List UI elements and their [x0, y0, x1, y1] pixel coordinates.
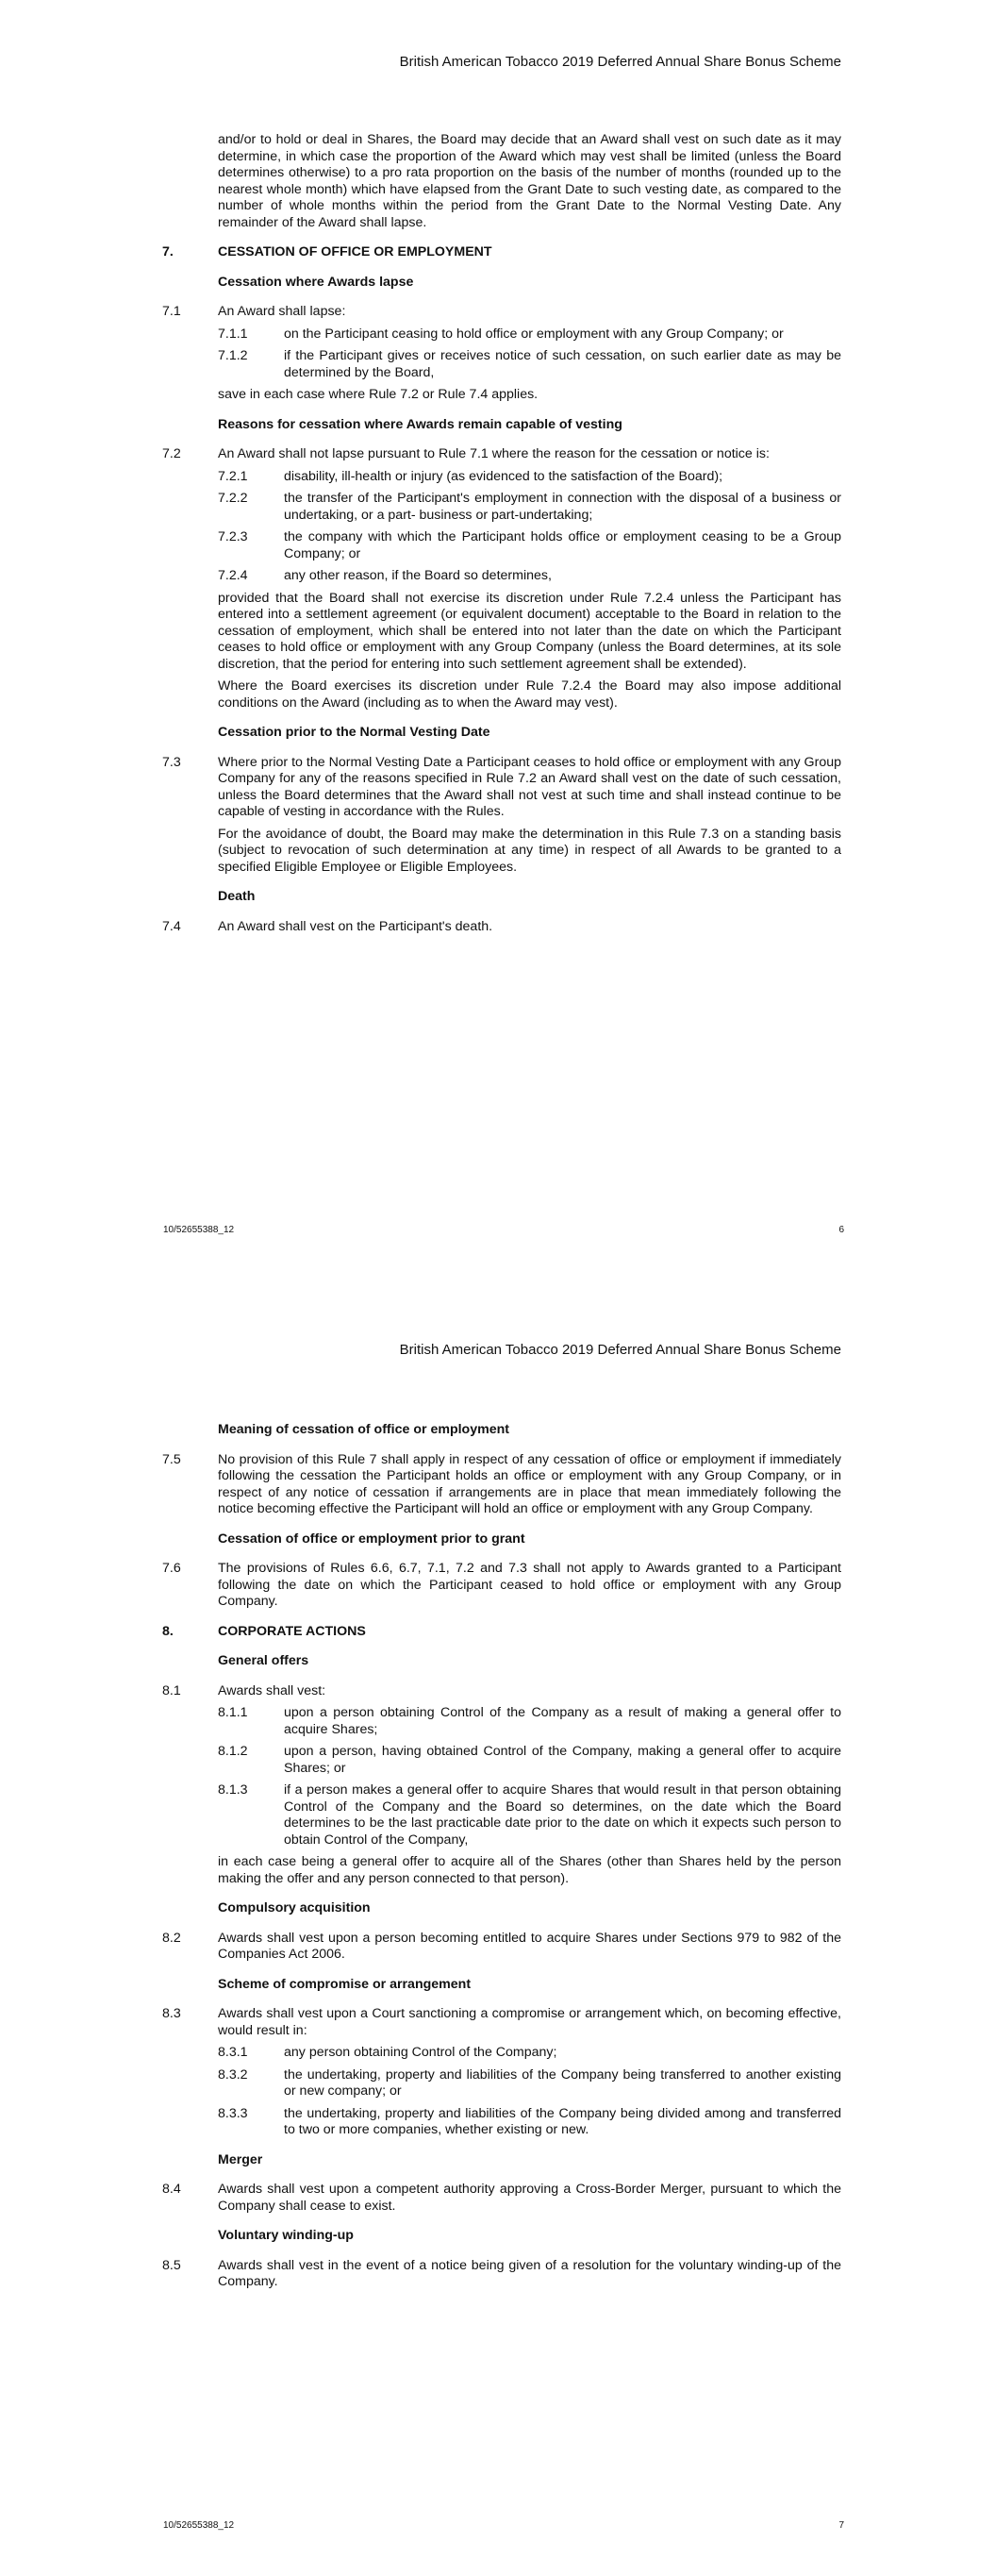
rule-number: 8.3.3	[218, 2105, 248, 2121]
rule-7-3	[162, 755, 841, 821]
rule-8-1	[162, 1683, 841, 1700]
rule-text: any other reason, if the Board so determines,	[284, 568, 552, 583]
rule-8-1-each-case: in each case being a general offer to acquire all of the Shares (other than Shares held by the person making the offer and any person connected to that person).	[218, 1854, 841, 1886]
subheading-lapse: Cessation where Awards lapse	[218, 274, 414, 290]
rule-number: 7.2.3	[218, 529, 248, 544]
rule-number: 8.5	[162, 2257, 181, 2273]
rule-number: 7.1	[162, 304, 181, 319]
rule-7-1-2	[218, 348, 841, 381]
section-8-heading	[162, 1624, 841, 1641]
page-7-body	[162, 1422, 841, 2297]
rule-8-3-1	[218, 2045, 841, 2062]
rule-8-3	[162, 2006, 841, 2039]
rule-text: An Award shall lapse:	[218, 304, 346, 319]
rule-text: An Award shall vest on the Participant's death.	[218, 918, 493, 934]
rule-number: 8.1.2	[218, 1744, 248, 1759]
subheading-scheme: Scheme of compromise or arrangement	[218, 1976, 472, 1992]
rule-7-3-avoidance: For the avoidance of doubt, the Board may make the determination in this Rule 7.3 on a standing basis (subject to revocation of such determination at any time) in respect of all Awards to be granted to a specified Eligible Employee or Eligible Employees.	[218, 826, 841, 875]
subheading-general-offers: General offers	[218, 1653, 309, 1668]
rule-7-1-save: save in each case where Rule 7.2 or Rule 7.4 applies.	[218, 387, 539, 402]
rule-7-2-4	[218, 568, 841, 585]
rule-text: the undertaking, property and liabilities of the Company being divided among and transferred to two or more companies, whether existing or new.	[284, 2105, 841, 2137]
subheading-winding-up: Voluntary winding-up	[218, 2228, 354, 2243]
rule-7-2	[162, 446, 841, 463]
subheading-compulsory: Compulsory acquisition	[218, 1900, 371, 1915]
rule-8-3-3	[218, 2106, 841, 2139]
page-header: British American Tobacco 2019 Deferred Annual Share Bonus Scheme	[399, 1342, 841, 1358]
rule-7-2-3	[218, 529, 841, 562]
footer-reference: 10/52655388_12	[163, 1225, 235, 1235]
rule-8-1-3	[218, 1782, 841, 1848]
rule-7-2-proviso: provided that the Board shall not exercise its discretion under Rule 7.2.4 unless the Participant has entered into a settlement agreement (or equivalent document) acceptable to the Board in relation to the cessation of employment, which shall be entered into not later than the date on which the Participant ceases to hold office or employment with any Group Company (unless the Board determines, at its sole discretion, that the period for entering into such settlement agreement shall be extended).	[218, 590, 841, 672]
rule-text: An Award shall not lapse pursuant to Rule 7.1 where the reason for the cessation or notice is:	[218, 446, 770, 461]
rule-text: any person obtaining Control of the Company;	[284, 2045, 557, 2060]
rule-number: 8.3.2	[218, 2066, 248, 2083]
subheading-prior: Cessation prior to the Normal Vesting Date	[218, 725, 490, 740]
continuation-paragraph: and/or to hold or deal in Shares, the Board may decide that an Award shall vest on such date as it may determine, in which case the proportion of the Award which may vest shall be limited (unless the Board determines otherwise) to a pro rata proportion on the basis of the number of months (rounded up to the nearest whole month) which have elapsed from the Grant Date to such vesting date, as compared to the number of whole months within the period from the Grant Date to the Normal Vesting Date. Any remainder of the Award shall lapse.	[218, 132, 841, 230]
page-number: 6	[838, 1225, 844, 1235]
rule-number: 8.1.1	[218, 1705, 248, 1720]
section-number: 8.	[162, 1623, 174, 1639]
rule-number: 8.4	[162, 2182, 181, 2197]
rule-number: 8.1	[162, 1682, 181, 1698]
rule-text: the company with which the Participant holds office or employment ceasing to be a Group Company; or	[284, 529, 841, 561]
page-6-body	[162, 132, 841, 941]
subheading-death: Death	[218, 889, 256, 904]
rule-number: 7.1.1	[218, 326, 248, 342]
subheading-merger: Merger	[218, 2151, 263, 2167]
subheading-grant: Cessation of office or employment prior to grant	[218, 1531, 525, 1547]
rule-8-3-2	[218, 2067, 841, 2100]
rule-7-2-conditions: Where the Board exercises its discretion under Rule 7.2.4 the Board may also impose additional conditions on the Award (including as to when the Award may vest).	[218, 678, 841, 711]
rule-text: upon a person obtaining Control of the Company as a result of making a general offer to acquire Shares;	[284, 1705, 841, 1737]
rule-text: if the Participant gives or receives notice of such cessation, on such earlier date as may be determined by the Board,	[284, 348, 841, 380]
rule-text: Awards shall vest in the event of a notice being given of a resolution for the voluntary winding-up of the Company.	[218, 2257, 841, 2289]
rule-number: 7.4	[162, 918, 181, 934]
rule-number: 7.2.4	[218, 568, 248, 583]
section-number: 7.	[162, 244, 174, 259]
rule-number: 7.2.1	[218, 468, 248, 484]
rule-8-1-1	[218, 1705, 841, 1738]
rule-number: 8.3	[162, 2006, 181, 2021]
rule-7-2-2	[218, 491, 841, 524]
rule-number: 7.2	[162, 446, 181, 461]
page-number: 7	[838, 2520, 844, 2531]
rule-text: No provision of this Rule 7 shall apply in respect of any cessation of office or employment if immediately following the cessation the Participant holds an office or employment with any Group Company, or in respect of any notice of cessation if arrangements are in place that mean immediately following the notice becoming effective the Participant will hold an office or employment with any Group Company.	[218, 1451, 841, 1516]
rule-7-1	[162, 304, 841, 321]
page-header: British American Tobacco 2019 Deferred Annual Share Bonus Scheme	[399, 54, 841, 70]
rule-8-4	[162, 2182, 841, 2215]
rule-text: Awards shall vest upon a person becoming entitled to acquire Shares under Sections 979 to 982 of the Companies Act 2006.	[218, 1930, 841, 1962]
rule-7-5	[162, 1452, 841, 1518]
rule-text: the undertaking, property and liabilities of the Company being transferred to another existing or new company; or	[284, 2066, 841, 2099]
rule-text: Awards shall vest upon a Court sanctioning a compromise or arrangement which, on becoming effective, would result in:	[218, 2006, 841, 2038]
rule-text: the transfer of the Participant's employment in connection with the disposal of a business or undertaking, or a part- business or part-undertaking;	[284, 491, 841, 523]
rule-7-2-1	[218, 469, 841, 486]
section-title: CESSATION OF OFFICE OR EMPLOYMENT	[218, 244, 492, 259]
rule-number: 8.1.3	[218, 1782, 248, 1798]
rule-8-2	[162, 1931, 841, 1964]
rule-number: 8.3.1	[218, 2045, 248, 2060]
section-7-heading	[162, 244, 841, 261]
rule-number: 8.2	[162, 1930, 181, 1946]
rule-text: disability, ill-health or injury (as evidenced to the satisfaction of the Board);	[284, 468, 723, 484]
rule-number: 7.5	[162, 1451, 181, 1467]
rule-number: 7.3	[162, 754, 181, 770]
rule-number: 7.1.2	[218, 348, 248, 363]
rule-8-1-2	[218, 1744, 841, 1777]
page-7	[0, 1288, 995, 2576]
rule-number: 7.6	[162, 1561, 181, 1576]
subheading-reasons: Reasons for cessation where Awards remain capable of vesting	[218, 416, 622, 432]
section-title: CORPORATE ACTIONS	[218, 1623, 366, 1639]
rule-text: upon a person, having obtained Control of the Company, making a general offer to acquire Shares; or	[284, 1744, 841, 1776]
footer-reference: 10/52655388_12	[163, 2520, 235, 2531]
subheading-meaning: Meaning of cessation of office or employment	[218, 1422, 510, 1437]
rule-text: on the Participant ceasing to hold office or employment with any Group Company; or	[284, 326, 784, 342]
rule-text: Awards shall vest:	[218, 1682, 326, 1698]
rule-text: Awards shall vest upon a competent authority approving a Cross-Border Merger, pursuant to which the Company shall cease to exist.	[218, 2182, 841, 2214]
rule-text: Where prior to the Normal Vesting Date a Participant ceases to hold office or employment with any Group Company for any of the reasons specified in Rule 7.2 an Award shall vest on the date of such cessation, unless the Board determines that the Award shall not vest at such time and shall instead continue to be capable of vesting in accordance with the Rules.	[218, 754, 841, 819]
rule-7-1-1	[218, 326, 841, 343]
rule-7-6	[162, 1561, 841, 1611]
rule-text: if a person makes a general offer to acquire Shares that would result in that person obtaining Control of the Company and the Board so determines, on the date which the Board determines to be the last practicable date prior to the date on which it expects such person to obtain Control of the Company,	[284, 1782, 841, 1848]
rule-8-5	[162, 2258, 841, 2291]
rule-number: 7.2.2	[218, 491, 248, 506]
rule-7-4	[162, 919, 841, 936]
rule-text: The provisions of Rules 6.6, 6.7, 7.1, 7.2 and 7.3 shall not apply to Awards granted to a Participant following the date on which the Participant ceased to hold office or employment with any Group Company.	[218, 1561, 841, 1609]
